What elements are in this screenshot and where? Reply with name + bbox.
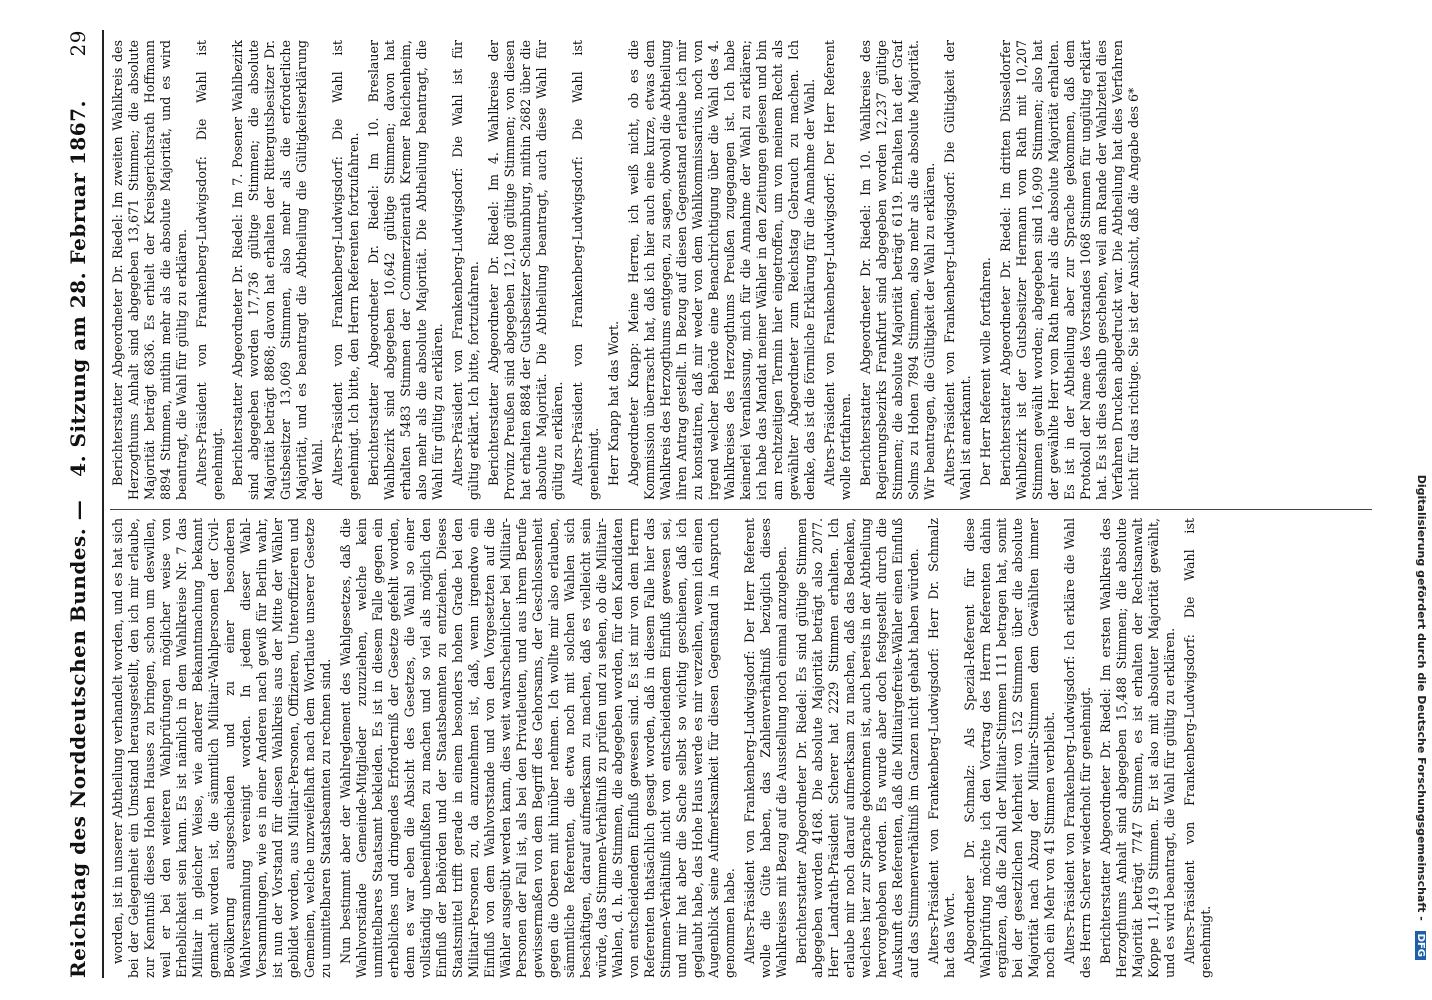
paragraph: Alters-Präsident von Frankenberg-Ludwigsdorf: Die Gültigkeit der Wahl ist anerkannt.	[942, 40, 973, 500]
paragraph: Berichterstatter Abgeordneter Dr. Riedel: Im 10. Breslauer Wahlbezirk sind abgegeben 10,642 gültige Stimmen; davon hat erhalten 5483 Stimmen der Commerzienrath Kremer Reichenheim, also mehr als die absolute Majorität. Die Abtheilung beantragt, die Wahl für gültig zu erklären.	[366, 40, 445, 500]
right-column	[110, 40, 1372, 500]
running-head	[56, 30, 96, 978]
paragraph: Berichterstatter Abgeordneter Dr. Riedel: Im zweiten Wahlkreis des Herzogthums Anhalt sind abgegeben 13,671 Stimmen; die absolute Majorität beträgt 6836. Es erhielt der Kreisgerichtsrath Hoffmann 8894 Stimmen, mithin mehr als die absolute Majorität, und es wird beantragt, die Wahl für gültig zu erklären.	[110, 40, 189, 500]
paragraph: Alters-Präsident von Frankenberg-Ludwigsdorf: Die Wahl ist genehmigt.	[194, 40, 225, 500]
paragraph: Alters-Präsident von Frankenberg-Ludwigsdorf: Ich erkläre die Wahl des Herrn Scherer wiederholt für genehmigt.	[1062, 518, 1093, 978]
paragraph: Alters-Präsident von Frankenberg-Ludwigsdorf: Die Wahl ist genehmigt.	[570, 40, 601, 500]
paragraph: Berichterstatter Abgeordneter Dr. Riedel: Im dritten Düsseldorfer Wahlbezirk ist der Gutsbesitzer Hermann vom Rath mit 10,207 Stimmen gewählt worden; abgegeben sind 16,909 Stimmen; also hat der gewählte Herr vom Rath mehr als die absolute Majorität erhalten. Es ist in der Abtheilung aber zur Sprache gekommen, daß dem Protokoll der Name des Vorstandes 1068 Stimmen für ungültig erklärt hat. Es ist dies deshalb geschehen, weil am Rande der Wahlzettel dies Verfahren Drucken abgedruckt war. Die Abtheilung hat dies Verfahren nicht für das richtige. Sie ist der Ansicht, daß die Angabe des 6*	[998, 40, 1141, 500]
paragraph: Der Herr Referent wolle fortfahren.	[978, 257, 993, 486]
header-session-title: 4. Sitzung am 28. Februar 1867.	[66, 100, 90, 477]
left-column	[110, 518, 1372, 978]
header-rule	[102, 30, 104, 978]
credit-text: Digitalisierung gefördert durch die Deutsche Forschungsgemeinschaft -	[1415, 474, 1428, 921]
paragraph: worden, ist in unserer Abtheilung verhandelt worden, und es hat sich bei der Gelegenheit ein Umstand herausgestellt, den ich mir erlaube, zur Kenntniß dieses Hohen Hauses zu bringen, schon um deswillen, weil er bei den weiteren Wahlprüfungen möglicher weise von Erheblichkeit sein kann. Es ist nämlich in dem Wahlkreise Nr. 7 das Militair in gleicher Weise, wie anderer Bekanntmachung bekannt gemacht worden ist, die sämmtlich Militair-Wahlpersonen der Civil-Bevölkerung ausgeschieden und zu einer besonderen Wahlversammlung vereinigt worden. In jedem dieser Wahl-Versammlungen, wie es in einer Anderen nach gewiß für Berlin wahr, ist nun der Vorstand für diesen Wahlkreis aus der Mitte der Wähler gebildet worden, aus Militair-Personen, Offizieren, Unteroffizieren und Gemeinen, welche unzweifelhaft nach dem Wortlaute unserer Gesetze zu unmittelbaren Staatsbeamten zu rechnen sind.	[110, 518, 333, 978]
paragraph: Alters-Präsident von Frankenberg-Ludwigsdorf: Die Wahl ist genehmigt.	[1182, 518, 1213, 978]
paragraph: Alters-Präsident von Frankenberg-Ludwigsdorf: Der Herr Referent wolle fortfahren.	[822, 40, 853, 500]
paragraph: Nun bestimmt aber der Wahlreglement des Wahlgesetzes, daß die Wahlvorstände Gemeinde-Mitglieder zuzuziehen, welche kein unmittelbares Staatsamt bekleiden. Es ist in diesem Falle gegen ein erhebliches und dringendes Erforderniß der Gesetze gefehlt worden, denn es war eben die Absicht des Gesetzes, die Wahl so einer vollständig unbeeinflußten zu machen und so viel als möglich den Einfluß der Behörden und der Staatsbeamten zu entziehen. Dieses Staatsmittel trifft gerade in einem besonders hohen Grade bei den Militair-Personen zu, da anzunehmen ist, daß, wenn irgendwo ein Einfluß von dem Wahlvorstande und von den Vorgesetzten auf die Wähler ausgeübt werden kann, dies weit wahrscheinlicher bei Militair-Personen der Fall ist, als bei den Privatleuten, und aus ihrem Berufe gewissermaßen von dem Begriff des Gehorsams, der Geschlossenheit gegen die Oberen mit hinüber nehmen. Ich wollte mir also erlauben, sämmtliche Referenten, die etwa noch mit solchen Wahlen sich beschäftigen, darauf aufmerksam zu machen, daß es vielleicht sein würde, das Stimmen-Verhältniß zu prüfen und zu sehen, ob die Militair-Wahlen, d. h. die Stimmen, die abgegeben worden, für den Kandidaten von entscheidendem Einfluß gewesen sind. Es ist mir von dem Herrn Referenten thatsächlich gesagt worden, daß in diesem Falle hier das Stimmen-Verhältniß nicht von entscheidendem Einfluß gewesen sei, und mir hat aber die Sache selbst so wichtig geschienen, daß ich geglaubt habe, das Hohe Haus werde es mir verzeihen, wenn ich einen Augenblick seine Aufmerksamkeit für diesen Gegenstand in Anspruch genommen habe.	[338, 518, 737, 978]
paragraph: Berichterstatter Abgeordneter Dr. Riedel: Im ersten Wahlkreis des Herzogthums Anhalt sind abgegeben 15,488 Stimmen; die absolute Majorität beträgt 7747 Stimmen, es ist erhalten der Rechtsanwalt Koppe 11,419 Stimmen. Er ist also mit absoluter Majorität gewählt, und es wird beantragt, die Wahl für gültig zu erklären.	[1098, 518, 1177, 978]
paragraph: Alters-Präsident von Frankenberg-Ludwigsdorf: Die Wahl ist für gültig erklärt. Ich bitte, fortzufahren.	[450, 40, 481, 500]
paragraph: Berichterstatter Abgeordneter Dr. Riedel: Im 4. Wahlkreise der Provinz Preußen sind abgegeben 12,108 gültige Stimmen; von diesen hat erhalten 8884 der Gutsbesitzer Schaumburg, mithin 2682 über die absolute Majorität. Die Abtheilung beantragt, auch diese Wahl für gültig zu erklären.	[486, 40, 565, 500]
paragraph: Berichterstatter Abgeordneter Dr. Riedel: Im 7. Posener Wahlbezirk sind abgegeben worden 17,736 gültige Stimmen; die absolute Majorität beträgt 8868; davon hat erhalten der Rittergutsbesitzer Dr. Gutsbesitzer 13,069 Stimmen, also mehr als die erforderliche Majorität, und es beantragt die Abtheilung die Gültigkeitserklärung der Wahl.	[230, 40, 325, 500]
header-left-title: Reichstag des Norddeutschen Bundes. —	[66, 499, 90, 978]
paragraph: Alters-Präsident von Frankenberg-Ludwigsdorf: Die Wahl ist genehmigt. Ich bitte, den Herrn Referenten fortzufahren.	[330, 40, 361, 500]
paragraph: Abgeordneter Dr. Schmalz: Als Spezial-Referent für diese Wahlprüfung möchte ich den Vortrag des Herrn Referenten dahin ergänzen, daß die Zahl der Militair-Stimmen 111 betragen hat, somit bei der gesetzlichen Mehrheit von 152 Stimmen über die absolute Majorität nach Abzug der Militair-Stimmen dem Gewählten immer noch ein Mehr von 41 Stimmen verbleibt.	[962, 518, 1057, 978]
dfg-logo-badge: DFG	[1415, 931, 1426, 960]
page-number: 29	[66, 30, 90, 57]
paragraph: Herr Knapp hat das Wort.	[606, 320, 621, 486]
paragraph: Berichterstatter Abgeordneter Dr. Riedel: Im 10. Wahlkreise des Regierungsbezirks Frankfurt sind abgegeben worden 12,237 gültige Stimmen; die absolute Majorität beträgt 6119. Erhalten hat der Graf Solms zu Hohen 7894 Stimmen, also mehr als die absolute Majorität. Wir beantragen, die Gültigkeit der Wahl zu erklären.	[858, 40, 937, 500]
paragraph: Abgeordneter Knapp: Meine Herren, ich weiß nicht, ob es die Kommission überrascht hat, daß ich hier auch eine kurze, etwas dem Wahlkreis des Herzogthums entgegen, zu sagen, obwohl die Abtheilung ihren Antrag gestellt. In Bezug auf diesen Gegenstand erlaube ich mir zu konstatiren, daß mir weder von dem Wahlkommissarius, noch von irgend welcher Behörde eine Benachrichtigung über die Wahl des 4. Wahlkreises des Herzogthums Preußen zugegangen ist. Ich habe keinerlei Veranlassung, mich für die Annahme der Wahl zu erklären; ich habe das Mandat meiner Wähler in den Zeitungen gelesen und bin am rechtzeitigen Termin hier eingetroffen, um von meinem Recht als gewählter Abgeordneter zum Reichstag Gebrauch zu machen. Ich denke, das ist die förmliche Erklärung für die Annahme der Wahl.	[626, 40, 817, 500]
paragraph: Alters-Präsident von Frankenberg-Ludwigsdorf: Herr Dr. Schmalz hat das Wort.	[926, 518, 957, 978]
digitization-credit	[1410, 40, 1430, 960]
paragraph: Berichterstatter Abgeordneter Dr. Riedel: Es sind gültige Stimmen abgegeben worden 4168. Die absolute Majorität beträgt also 2077. Herr Landrath-Präsident Scherer hat 2229 Stimmen erhalten. Ich erlaube mir noch darauf aufmerksam zu machen, daß das Bedenken, welches hier zur Sprache gekommen ist, auch bereits in der Abtheilung hervorgehoben worden. Es wurde aber doch festgestellt durch die Auskunft des Referenten, daß die Militairgefreite-Wähler einen Einfluß auf das Stimmenverhältniß im Ganzen nicht gehabt haben würden.	[794, 518, 921, 978]
column-divider	[110, 509, 1372, 510]
paragraph: Alters-Präsident von Frankenberg-Ludwigsdorf: Der Herr Referent wolle die Güte haben, das Zahlenverhältniß bezüglich dieses Wahlkreises mit Bezug auf die Ausstellung noch einmal anzugeben.	[742, 518, 789, 978]
